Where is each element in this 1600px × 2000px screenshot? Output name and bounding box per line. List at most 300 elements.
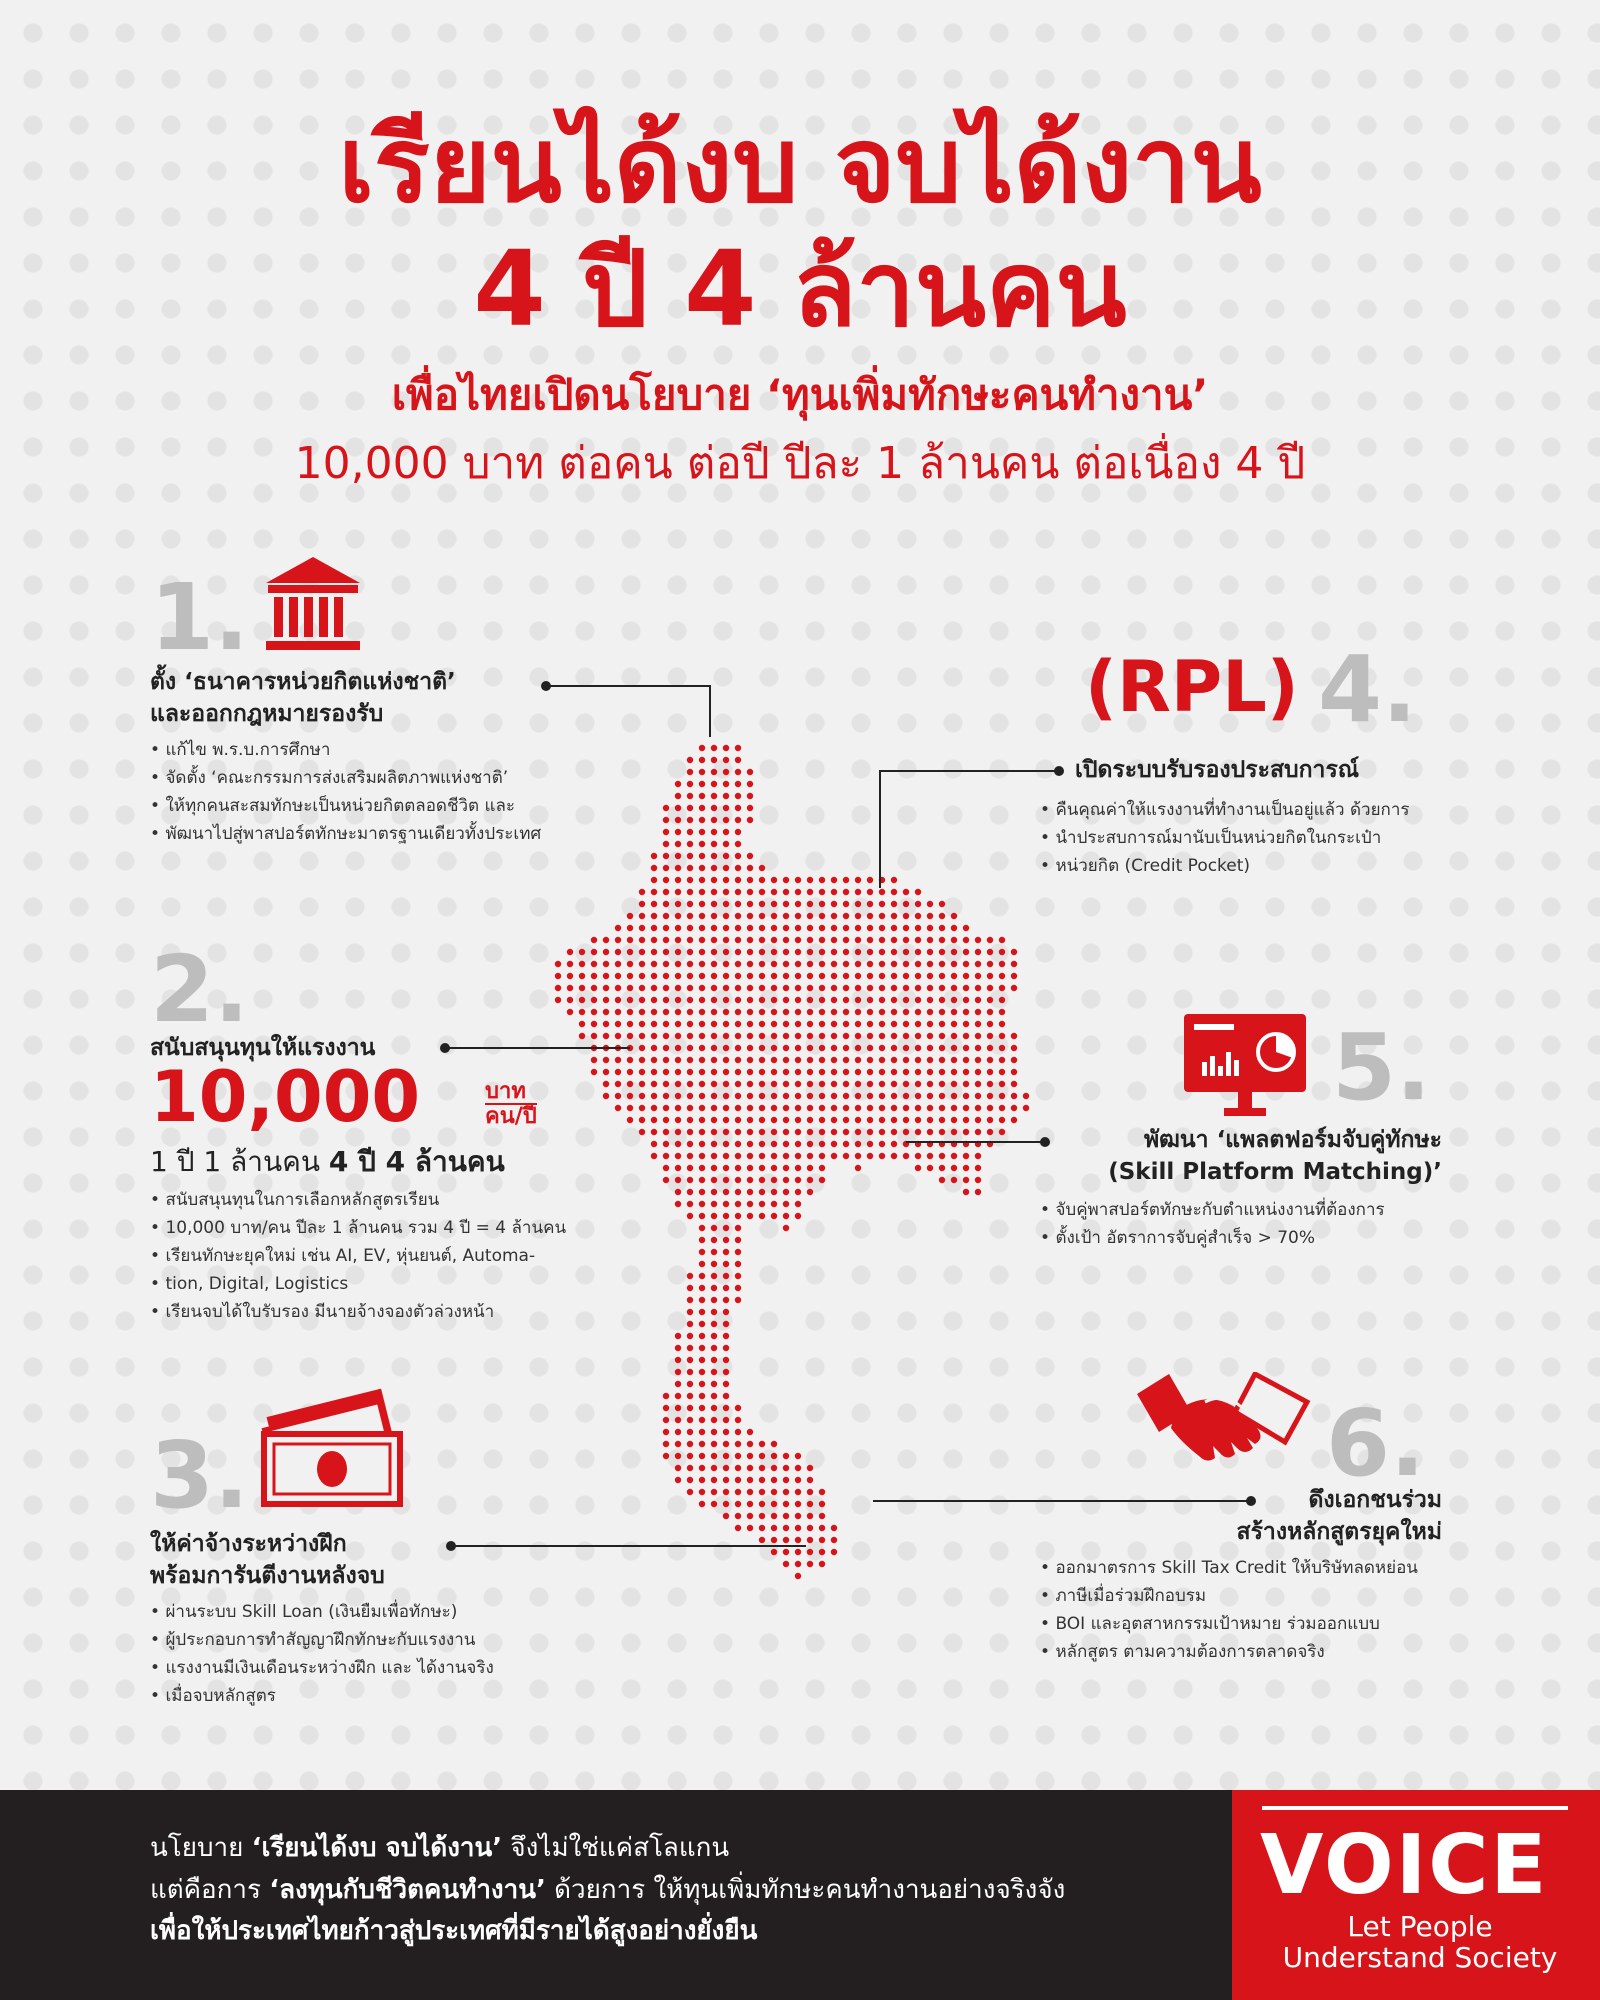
map-dot [651,1117,657,1123]
map-dot [819,1033,825,1039]
map-dot [699,1009,705,1015]
map-dot [963,1153,969,1159]
list-item-text: พัฒนาไปสู่พาสปอร์ตทักษะมาตรฐานเดียวทั้งประเทศ [165,824,542,845]
map-dot [735,1093,741,1099]
map-dot [615,1021,621,1027]
map-dot [867,997,873,1003]
map-dot [699,1417,705,1423]
item-3-heading-line2: พร้อมการันตีงานหลังจบ [150,1563,385,1590]
map-dot [999,1117,1005,1123]
list-item [150,1270,566,1298]
map-dot [723,1045,729,1051]
list-item-text: หน่วยกิต (Credit Pocket) [1055,856,1251,877]
page-title-line2: 4 ปี 4 ล้านคน [473,228,1127,350]
map-dot [663,1417,669,1423]
map-dot [783,1537,789,1543]
map-dot [711,1177,717,1183]
map-dot [663,1021,669,1027]
map-dot [687,1045,693,1051]
map-dot [687,1273,693,1279]
map-dot [939,1153,945,1159]
map-dot [675,937,681,943]
map-dot [855,913,861,919]
map-dot [975,1165,981,1171]
map-dot [759,1093,765,1099]
map-dot [675,793,681,799]
map-dot [711,937,717,943]
map-dot [735,1069,741,1075]
map-dot [939,925,945,931]
map-dot [975,1081,981,1087]
map-dot [867,961,873,967]
map-dot [855,1129,861,1135]
map-dot [771,1189,777,1195]
map-dot [975,1189,981,1195]
list-item: • ผู้ประกอบการทำสัญญาฝึกทักษะกับแรงงาน [150,1626,494,1654]
map-dot [759,925,765,931]
map-dot [819,949,825,955]
map-dot [687,817,693,823]
map-dot [699,1357,705,1363]
map-dot [867,1153,873,1159]
map-dot [747,997,753,1003]
item-2-unit-line2: คน/ปี [485,1104,537,1130]
map-dot [663,889,669,895]
map-dot [783,1489,789,1495]
map-dot [747,1141,753,1147]
map-dot [747,925,753,931]
map-dot [831,1081,837,1087]
map-dot [723,1465,729,1471]
map-dot [747,1165,753,1171]
map-dot [771,1009,777,1015]
map-dot [627,1057,633,1063]
map-dot [747,1201,753,1207]
map-dot [975,1057,981,1063]
map-dot [567,973,573,979]
map-dot [687,841,693,847]
map-dot [711,745,717,751]
map-dot [783,1525,789,1531]
map-dot [903,1081,909,1087]
map-dot [855,925,861,931]
map-dot [867,925,873,931]
map-dot [735,1417,741,1423]
map-dot [723,1237,729,1243]
map-dot [855,949,861,955]
map-dot [615,925,621,931]
map-dot [699,949,705,955]
map-dot [723,985,729,991]
map-dot [759,1465,765,1471]
map-dot [663,901,669,907]
map-dot [687,757,693,763]
map-dot [603,997,609,1003]
map-dot [675,1177,681,1183]
map-dot [627,997,633,1003]
map-dot [735,1045,741,1051]
map-dot [843,1141,849,1147]
page-title-line1: เรียนได้งบ จบได้งาน [338,104,1262,226]
map-dot [771,1033,777,1039]
item-5-number: 5. [1332,1014,1431,1121]
map-dot [807,1549,813,1555]
map-dot [711,829,717,835]
map-dot [747,793,753,799]
map-dot [783,1117,789,1123]
map-dot [771,1081,777,1087]
map-dot [879,949,885,955]
map-dot [747,1477,753,1483]
map-dot [651,997,657,1003]
map-dot [747,805,753,811]
map-dot [699,1237,705,1243]
map-dot [963,1069,969,1075]
map-dot [831,1153,837,1159]
map-dot [723,913,729,919]
map-dot [699,973,705,979]
map-dot [831,1021,837,1027]
map-dot [711,961,717,967]
footer-line-1 [150,1828,1065,1870]
map-dot [759,1489,765,1495]
map-dot [963,1189,969,1195]
map-dot [675,1369,681,1375]
map-dot [723,1333,729,1339]
map-dot [795,1573,801,1579]
map-dot [699,1045,705,1051]
map-dot [771,913,777,919]
map-dot [999,1021,1005,1027]
map-dot [711,1429,717,1435]
map-dot [1011,1081,1017,1087]
map-dot [687,985,693,991]
map-dot [927,961,933,967]
map-dot [879,1105,885,1111]
map-dot [663,1165,669,1171]
map-dot [843,1117,849,1123]
footer-text-bold: เพื่อให้ประเทศไทยก้าวสู่ประเทศที่มีรายได้สูงอย่างยั่งยืน [150,1916,758,1947]
map-dot [783,1009,789,1015]
map-dot [711,805,717,811]
map-dot [999,1033,1005,1039]
map-dot [687,829,693,835]
map-dot [795,1537,801,1543]
map-dot [627,1033,633,1039]
map-dot [783,997,789,1003]
map-dot [687,997,693,1003]
map-dot [795,1033,801,1039]
map-dot [855,889,861,895]
map-dot [795,949,801,955]
map-dot [759,985,765,991]
map-dot [687,769,693,775]
map-dot [711,1345,717,1351]
list-item: • เรียนจบได้ใบรับรอง มีนายจ้างจองตัวล่วงหน้า [150,1298,566,1326]
map-dot [723,1249,729,1255]
map-dot [663,841,669,847]
map-dot [819,925,825,931]
map-dot [663,1429,669,1435]
map-dot [687,1405,693,1411]
map-dot [987,1129,993,1135]
map-dot [687,1189,693,1195]
map-dot [771,1165,777,1171]
map-dot [663,817,669,823]
map-dot [807,949,813,955]
map-dot [1011,961,1017,967]
map-dot [903,985,909,991]
map-dot [699,1153,705,1159]
map-dot [687,781,693,787]
map-dot [711,1045,717,1051]
map-dot [795,901,801,907]
map-dot [723,949,729,955]
map-dot [639,1033,645,1039]
map-dot [927,1105,933,1111]
map-dot [771,1549,777,1555]
map-dot [843,1081,849,1087]
map-dot [615,1081,621,1087]
map-dot [711,1297,717,1303]
map-dot [867,1129,873,1135]
map-dot [831,1537,837,1543]
map-dot [759,1453,765,1459]
map-dot [723,973,729,979]
map-dot [855,1117,861,1123]
map-dot [723,1453,729,1459]
map-dot [699,853,705,859]
map-dot [963,1165,969,1171]
map-dot [699,889,705,895]
map-dot [663,949,669,955]
map-dot [831,901,837,907]
map-dot [939,1177,945,1183]
map-dot [735,1105,741,1111]
map-dot [771,1153,777,1159]
map-dot [867,1021,873,1027]
map-dot [711,985,717,991]
map-dot [903,937,909,943]
item-3-heading [150,1528,385,1592]
map-dot [723,937,729,943]
map-dot [603,1081,609,1087]
map-dot [699,1441,705,1447]
map-dot [987,1021,993,1027]
map-dot [867,1009,873,1015]
map-dot [639,949,645,955]
map-dot [903,1009,909,1015]
map-dot [975,1117,981,1123]
map-dot [699,1429,705,1435]
map-dot [699,1129,705,1135]
item-1-bullets [150,736,541,848]
map-dot [819,1045,825,1051]
map-dot [831,1009,837,1015]
map-dot [723,1357,729,1363]
map-dot [795,925,801,931]
map-dot [711,793,717,799]
map-dot [687,1453,693,1459]
map-dot [627,1081,633,1087]
map-dot [735,829,741,835]
map-dot [735,1273,741,1279]
map-dot [711,1129,717,1135]
map-dot [675,1009,681,1015]
map-dot [699,901,705,907]
map-dot [735,1453,741,1459]
map-dot [699,1213,705,1219]
map-dot [999,1045,1005,1051]
map-dot [807,1153,813,1159]
map-dot [699,1249,705,1255]
map-dot [759,1021,765,1027]
map-dot [879,997,885,1003]
map-dot [687,1009,693,1015]
map-dot [807,1093,813,1099]
map-dot [1011,1057,1017,1063]
map-dot [819,1561,825,1567]
map-dot [723,1261,729,1267]
map-dot [615,1009,621,1015]
map-dot [675,1165,681,1171]
map-dot [735,1405,741,1411]
map-dot [627,961,633,967]
map-dot [771,889,777,895]
map-dot [615,1093,621,1099]
map-dot [699,1057,705,1063]
map-dot [735,865,741,871]
map-dot [831,985,837,991]
map-dot [723,757,729,763]
map-dot [987,1009,993,1015]
map-dot [735,1429,741,1435]
map-dot [939,1069,945,1075]
map-dot [831,1093,837,1099]
map-dot [699,913,705,919]
map-dot [771,925,777,931]
map-dot [771,961,777,967]
map-dot [711,1285,717,1291]
map-dot [795,1081,801,1087]
map-dot [639,961,645,967]
map-dot [759,865,765,871]
map-dot [687,1441,693,1447]
map-dot [819,1117,825,1123]
map-dot [915,1081,921,1087]
map-dot [879,1093,885,1099]
map-dot [615,937,621,943]
map-dot [879,1153,885,1159]
map-dot [915,1033,921,1039]
map-dot [843,973,849,979]
item-4-heading: เปิดระบบรับรองประสบการณ์ [1075,757,1360,783]
map-dot [663,1081,669,1087]
footer-text-bold: ‘ลงทุนกับชีวิตคนทำงาน’ [269,1874,546,1905]
map-dot [879,1009,885,1015]
map-dot [639,1069,645,1075]
map-dot [579,1033,585,1039]
map-dot [735,1261,741,1267]
map-dot [723,1309,729,1315]
map-dot [819,985,825,991]
map-dot [939,985,945,991]
map-dot [867,1141,873,1147]
map-dot [723,1273,729,1279]
map-dot [711,913,717,919]
map-dot [615,961,621,967]
map-dot [747,1009,753,1015]
map-dot [819,1153,825,1159]
map-dot [879,1045,885,1051]
map-dot [651,1057,657,1063]
map-dot [843,901,849,907]
map-dot [723,1441,729,1447]
map-dot [723,781,729,787]
map-dot [951,925,957,931]
item-3-number: 3. [150,1422,249,1529]
map-dot [675,985,681,991]
map-dot [723,1489,729,1495]
map-dot [867,985,873,991]
map-dot [843,1093,849,1099]
map-dot [699,961,705,967]
list-item: • สนับสนุนทุนในการเลือกหลักสูตรเรียน [150,1186,566,1214]
map-dot [855,901,861,907]
map-dot [903,1093,909,1099]
map-dot [627,1009,633,1015]
map-dot [795,1489,801,1495]
map-dot [723,1321,729,1327]
map-dot [927,949,933,955]
map-dot [687,937,693,943]
map-dot [951,949,957,955]
map-dot [699,1297,705,1303]
item-3-bullets [150,1598,494,1710]
map-dot [795,1165,801,1171]
map-dot [975,973,981,979]
map-dot [879,901,885,907]
map-dot [843,1033,849,1039]
map-dot [663,961,669,967]
map-dot [975,1093,981,1099]
map-dot [987,1033,993,1039]
map-dot [747,961,753,967]
map-dot [699,1381,705,1387]
map-dot [735,901,741,907]
map-dot [675,865,681,871]
map-dot [891,1093,897,1099]
map-dot [927,913,933,919]
map-dot [687,901,693,907]
dashboard-monitor-icon [1182,1012,1308,1120]
map-dot [675,805,681,811]
map-dot [723,1369,729,1375]
map-dot [783,1093,789,1099]
map-dot [723,1117,729,1123]
map-dot [723,1021,729,1027]
map-dot [795,1093,801,1099]
map-dot [723,1501,729,1507]
map-dot [879,1081,885,1087]
map-dot [951,1069,957,1075]
map-dot [771,1477,777,1483]
map-dot [855,997,861,1003]
map-dot [771,985,777,991]
map-dot [651,925,657,931]
list-item-text: 10,000 บาท/คน ปีละ 1 ล้านคน รวม 4 ปี = 4 ล้านคน [165,1218,567,1239]
map-dot [807,1081,813,1087]
